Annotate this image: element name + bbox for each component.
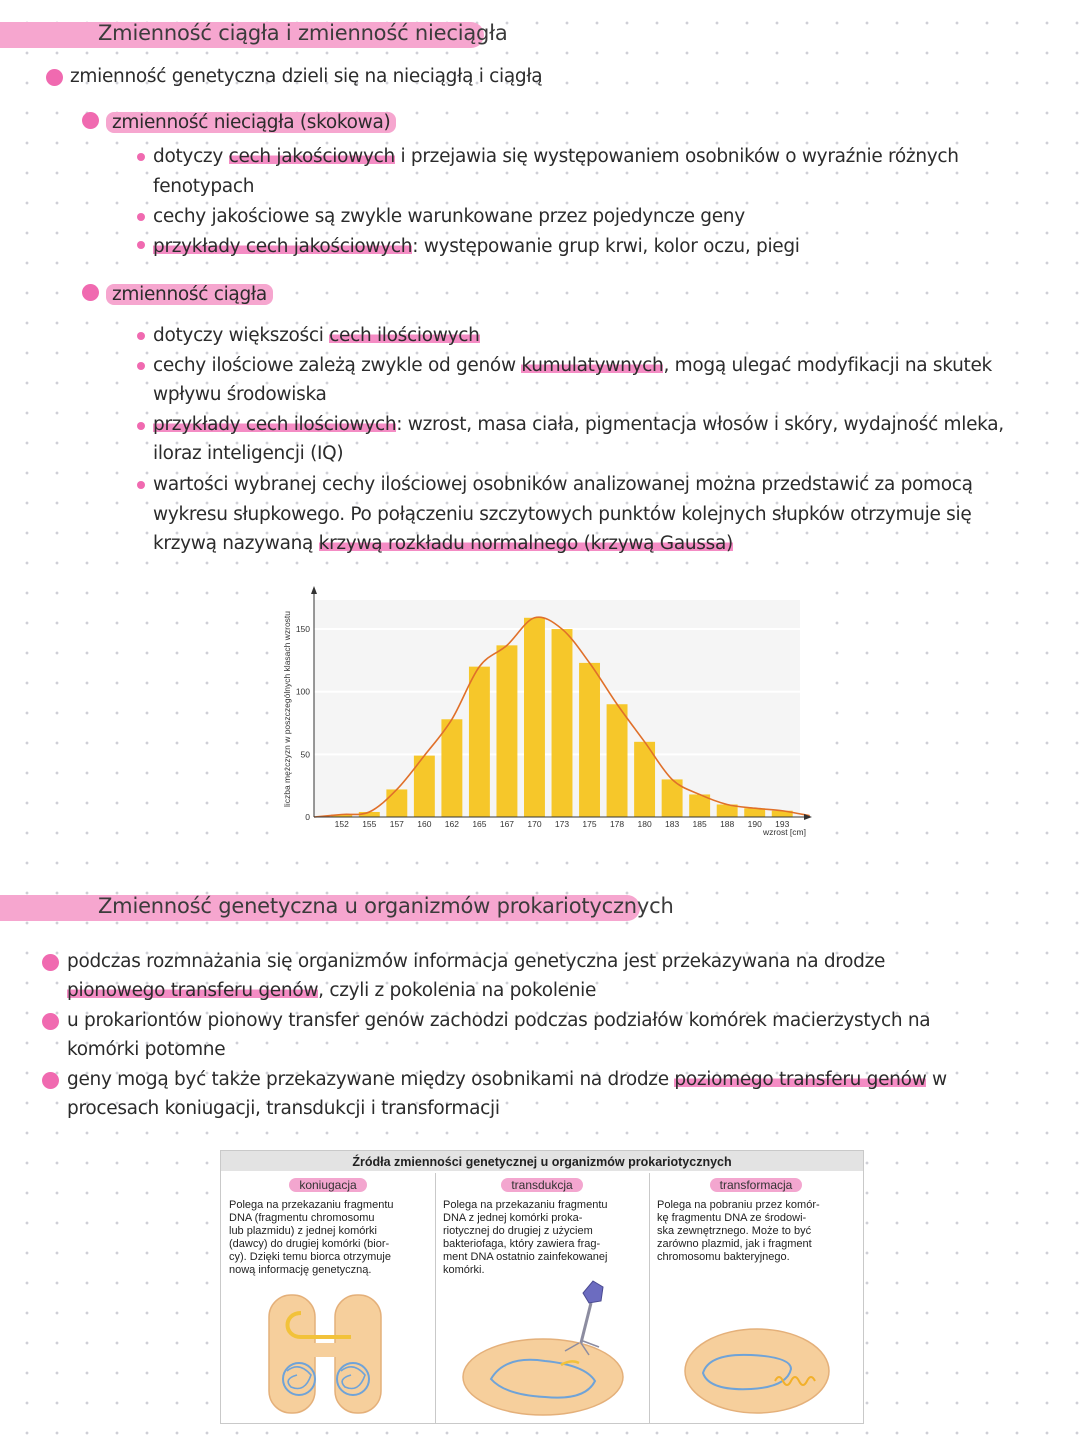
prokaryote-paragraph-3-line-1: geny mogą być także przekazywane między osobnikami na drodze poziomego transferu genów w xyxy=(67,1069,947,1090)
bar-175 xyxy=(579,663,600,817)
column-description: Polega na przekazaniu fragmentu DNA z jednej komórki proka- riotycznej do drugiej z użyciem bakteriofaga, który zawiera frag- ment DNA ostatnio zainfekowanej komórki. xyxy=(443,1199,608,1276)
continuous-bullet-4-line-3: krzywą nazywaną krzywą rozkładu normalnego (krzywą Gaussa) xyxy=(153,533,733,554)
bar-162 xyxy=(441,719,462,817)
y-tick-label: 50 xyxy=(300,749,310,760)
bar-165 xyxy=(469,667,490,817)
column-label: transformacja xyxy=(649,1177,863,1193)
prokaryote-paragraph-1-line-2: pionowego transferu genów, czyli z pokolenia na pokolenie xyxy=(67,980,597,1001)
discontinuous-bullet-2: cechy jakościowe są zwykle warunkowane przez pojedyncze geny xyxy=(153,206,745,227)
section-title: Zmienność ciągła i zmienność nieciągła xyxy=(98,21,508,45)
x-tick-label: 183 xyxy=(665,819,680,829)
continuous-bullet-2: cechy ilościowe zależą zwykle od genów kumulatywnych, mogą ulegać modyfikacji na skutek xyxy=(153,355,992,376)
x-tick-label: 190 xyxy=(747,819,762,829)
x-tick-label: 155 xyxy=(362,819,377,829)
y-axis-label: liczba mężczyzn w poszczególnych klasach wzrostu xyxy=(282,610,292,808)
x-tick-label: 178 xyxy=(609,819,625,829)
x-tick-label: 170 xyxy=(527,819,542,829)
continuous-bullet-3-cont: iloraz inteligencji (IQ) xyxy=(153,443,344,464)
bar-178 xyxy=(607,704,628,817)
prokaryote-paragraph-1-line-1: podczas rozmnażania się organizmów informacja genetyczna jest przekazywana na drodze xyxy=(67,951,886,972)
transformation-illustration xyxy=(679,1289,839,1419)
bullet-dot xyxy=(137,422,145,430)
x-tick-label: 167 xyxy=(499,819,515,829)
x-tick-label: 162 xyxy=(444,819,459,829)
bullet-dot xyxy=(82,112,99,129)
bullet-dot xyxy=(137,153,145,161)
bullet-dot xyxy=(46,69,63,86)
section-title: Zmienność genetyczna u organizmów prokariotycznych xyxy=(98,894,674,918)
intro-text: zmienność genetyczna dzieli się na nieciągłą i ciągłą xyxy=(70,66,543,87)
continuous-bullet-3: przykłady cech ilościowych: wzrost, masa ciała, pigmentacja włosów i skóry, wydajność mleka, xyxy=(153,414,1004,435)
transduction-illustration xyxy=(461,1273,631,1419)
x-tick-label: 180 xyxy=(637,819,652,829)
height-distribution-chart xyxy=(272,574,812,844)
column-label: transdukcja xyxy=(435,1177,649,1193)
discontinuous-bullet-1-cont: fenotypach xyxy=(153,176,255,197)
prokaryote-paragraph-3-line-2: procesach koniugacji, transdukcji i transformacji xyxy=(67,1098,500,1119)
x-axis-label: wzrost [cm] xyxy=(763,827,806,837)
bullet-dot xyxy=(137,332,145,340)
table-title: Źródła zmienności genetycznej u organizmów prokariotycznych xyxy=(221,1151,863,1171)
table-column-conjugation xyxy=(221,1173,436,1423)
continuous-bullet-2-cont: wpływu środowiska xyxy=(153,384,327,405)
y-axis-arrow xyxy=(311,586,317,594)
bar-173 xyxy=(552,629,573,817)
column-description: Polega na przekazaniu fragmentu DNA (fragmentu chromosomu lub plazmidu) z jednej komórki (dawcy) do drugiej komórki (bior- cy). Dzięki temu biorca otrzymuje nową informację genetyczną. xyxy=(229,1199,394,1276)
x-tick-label: 173 xyxy=(554,819,570,829)
discontinuous-bullet-1: dotyczy cech jakościowych i przejawia się występowaniem osobników o wyraźnie różnych xyxy=(153,146,959,167)
y-tick-label: 100 xyxy=(295,686,310,697)
conjugation-illustration xyxy=(261,1291,391,1419)
prokaryote-paragraph-2-line-1: u prokariontów pionowy transfer genów zachodzi podczas podziałów komórek macierzystych na xyxy=(67,1010,931,1031)
column-label: koniugacja xyxy=(221,1177,435,1193)
discontinuous-bullet-3: przykłady cech jakościowych: występowanie grup krwi, kolor oczu, piegi xyxy=(153,236,800,257)
bullet-dot xyxy=(82,284,99,301)
bullet-dot xyxy=(42,954,59,971)
chart-xticks xyxy=(335,819,790,829)
x-tick-label: 175 xyxy=(582,819,597,829)
bar-170 xyxy=(524,618,545,817)
y-tick-label: 150 xyxy=(295,624,310,635)
x-tick-label: 193 xyxy=(775,819,790,829)
column-description: Polega na pobraniu przez komór- kę fragmentu DNA ze środowi- ska zewnętrznego. Może to być zarówno plazmid, jak i fragment chromosomu bakteryjnego. xyxy=(657,1199,820,1263)
prokaryote-paragraph-2-line-2: komórki potomne xyxy=(67,1039,226,1060)
chart-svg xyxy=(272,574,812,844)
x-tick-label: 165 xyxy=(472,819,487,829)
bullet-dot xyxy=(137,241,145,249)
continuous-bullet-4-line-1: wartości wybranej cechy ilościowej osobników analizowanej można przedstawić za pomocą xyxy=(153,474,973,495)
bullet-dot xyxy=(137,362,145,370)
bullet-dot xyxy=(42,1072,59,1089)
continuous-heading: zmienność ciągła xyxy=(106,284,273,305)
continuous-bullet-1: dotyczy większości cech ilościowych xyxy=(153,325,480,346)
x-tick-label: 152 xyxy=(334,819,349,829)
bar-157 xyxy=(386,789,407,817)
continuous-bullet-4-line-2: wykresu słupkowego. Po połączeniu szczytowych punktów kolejnych słupków otrzymuje się xyxy=(153,504,972,525)
genetic-variability-sources-table xyxy=(220,1150,864,1424)
bar-167 xyxy=(496,645,517,817)
bullet-dot xyxy=(137,213,145,221)
table-column-transformation xyxy=(649,1173,863,1423)
bullet-dot xyxy=(42,1013,59,1030)
x-tick-label: 185 xyxy=(692,819,707,829)
y-tick-label: 0 xyxy=(305,812,310,822)
table-column-transduction xyxy=(435,1173,650,1423)
chart-yticks xyxy=(296,624,310,822)
x-tick-label: 157 xyxy=(389,819,404,829)
x-tick-label: 188 xyxy=(720,819,735,829)
bullet-dot xyxy=(137,481,145,489)
discontinuous-heading: zmienność nieciągła (skokowa) xyxy=(106,112,396,133)
x-tick-label: 160 xyxy=(417,819,432,829)
